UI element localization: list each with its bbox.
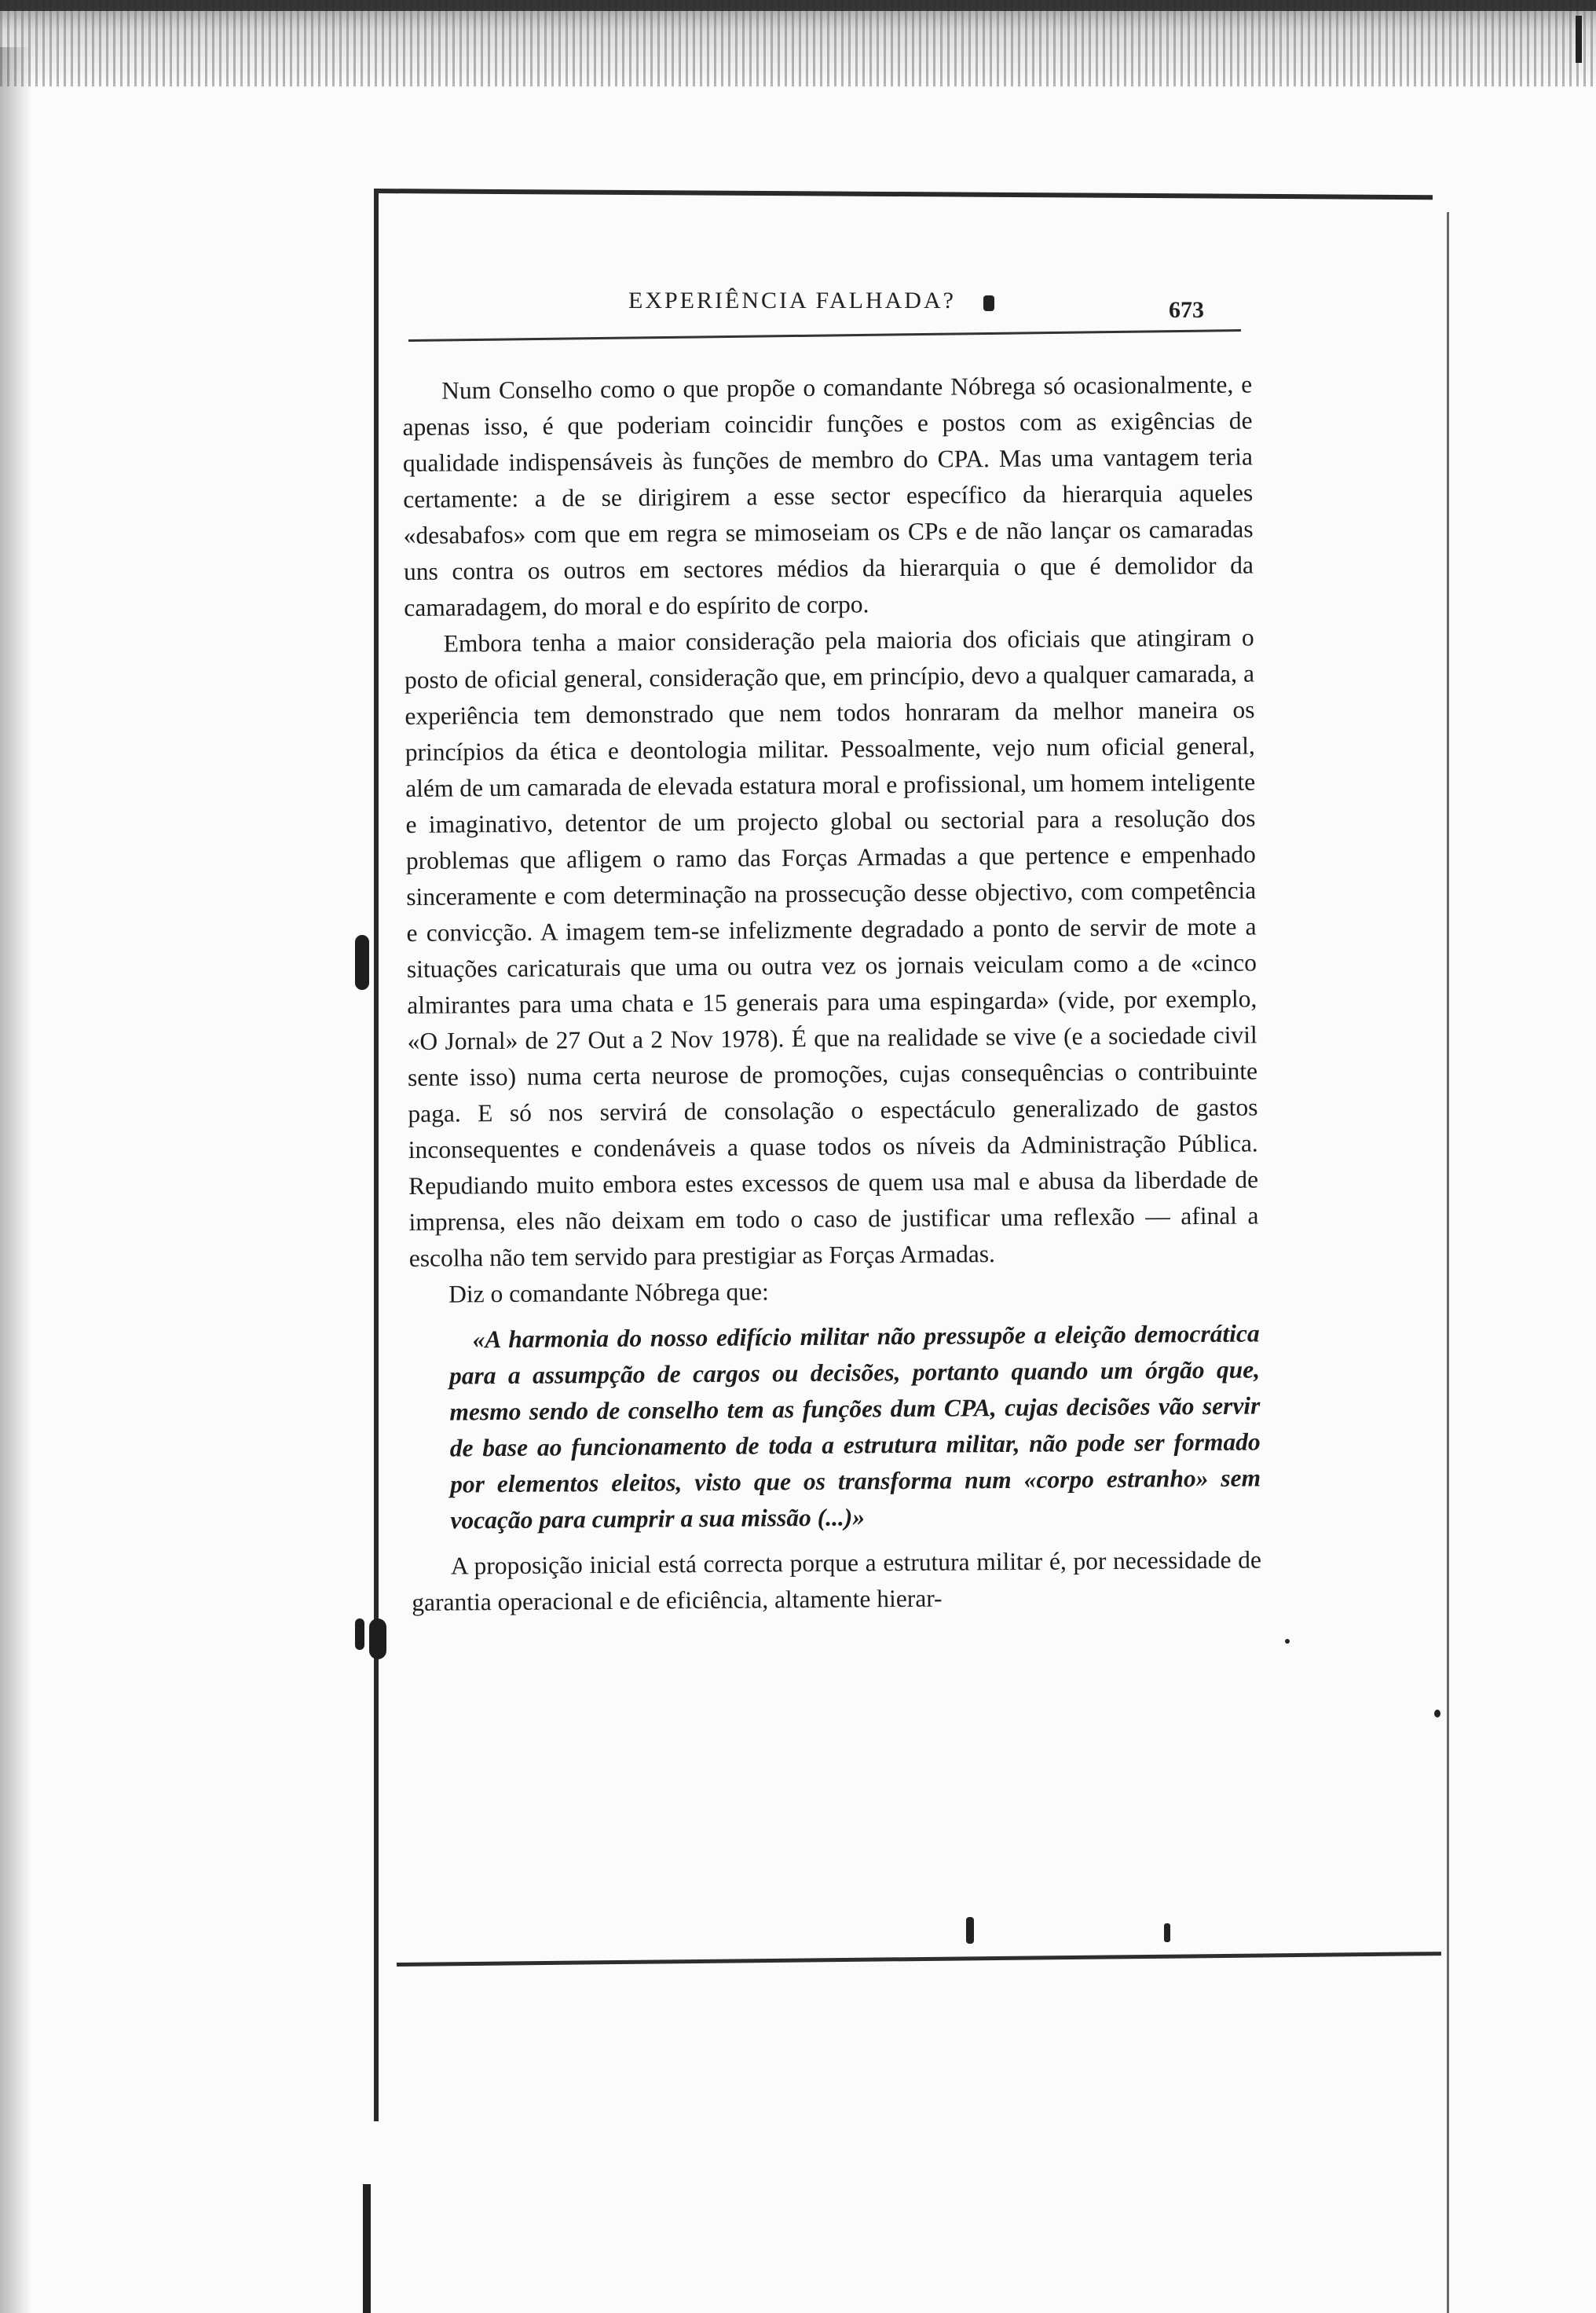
scan-noise-top <box>0 0 1596 86</box>
running-head: EXPERIÊNCIA FALHADA? <box>628 288 956 313</box>
paragraph: A proposição inicial está correcta porque a estrutura militar é, por necessidade de garantia operacional e de eficiência, altamente hierar- <box>412 1545 1262 1616</box>
scan-noise-bar <box>0 0 1596 11</box>
speck <box>1434 1710 1440 1717</box>
page-frame-left <box>374 189 379 2121</box>
speck <box>983 295 994 311</box>
paragraph: Embora tenha a maior consideração pela maioria dos oficiais que atingiram o posto de oficial general, consideração que, em princípio, devo a qualquer camarada, a experiência tem demonstrado que nem todos honraram da melhor maneira os princípios da ética e deontologia militar. Pessoalmente, vejo num oficial general, além de um camarada de elevada estatura moral e profissional, um homem inteligente e imaginativo, detentor de um projecto global ou sectorial para a resolução dos problemas que afligem o ramo das Forças Armadas a que pertence e empenhado sinceramente e com determinação na prossecução desse objectivo, com competência e convicção. A imagem tem-se infelizmente degradado a ponto de servir de mote a situações caricaturais que uma ou outra vez os jornais veiculam como a de «cinco almirantes para uma chata e 15 generais para uma espingarda» (vide, por exemplo, «O Jornal» de 27 Out a 2 Nov 1978). É que na realidade se vive (e a sociedade civil sente isso) numa certa neurose de promoções, cujas consequências o contribuinte paga. E só nos servirá de consolação o espectáculo generalizado de gastos inconsequentes e condenáveis a quase todos os níveis da Administração Pública. Repudiando muito embora estes excessos de quem usa mal e abusa da liberdade de imprensa, eles não deixam em todo o caso de justificar uma reflexão — afinal a escolha não tem servido para prestigiar as Forças Armadas. <box>404 623 1259 1272</box>
page-frame-right <box>1447 212 1449 2313</box>
page-frame-top <box>375 189 1433 200</box>
body-text <box>402 367 1261 1621</box>
paragraph: Num Conselho como o que propõe o comandante Nóbrega só ocasionalmente, e apenas isso, é que poderiam coincidir funções e postos com as exigências de qualidade indispensáveis às funções de membro do CPA. Mas uma vantagem teria certamente: a de se dirigirem a esse sector específico da hierarquia aqueles «desabafos» com que em regra se mimoseiam os CPs e de não lançar os camaradas uns contra os outros em sectores médios da hierarquia o que é demolidor da camaradagem, do moral e do espírito de corpo. <box>402 370 1254 621</box>
ink-blot <box>355 935 369 990</box>
header-rule <box>408 329 1241 342</box>
ink-blot <box>369 1618 386 1659</box>
quote-intro: Diz o comandante Nóbrega que: <box>448 1277 769 1308</box>
page-bottom-rule <box>397 1952 1441 1967</box>
page-number: 673 <box>1169 297 1204 323</box>
speck <box>966 1917 974 1944</box>
edge-mark <box>1576 16 1582 63</box>
speck <box>1164 1923 1170 1942</box>
ink-stroke <box>363 2184 371 2313</box>
ink-blot <box>355 1618 364 1650</box>
block-quote: «A harmonia do nosso edifício militar não pressupõe a eleição democrática para a assumpção de cargos ou decisões, portanto quando um órgão que, mesmo sendo de conselho tem as funções dum CPA, cujas decisões vão servir de base ao funcionamento de toda a estrutura militar, não pode ser formado por elementos eleitos, visto que os transforma num «corpo estranho» sem vocação para cumprir a sua missão (...)» <box>448 1319 1261 1534</box>
speck <box>1285 1639 1290 1644</box>
scan-noise-left <box>0 47 31 2313</box>
